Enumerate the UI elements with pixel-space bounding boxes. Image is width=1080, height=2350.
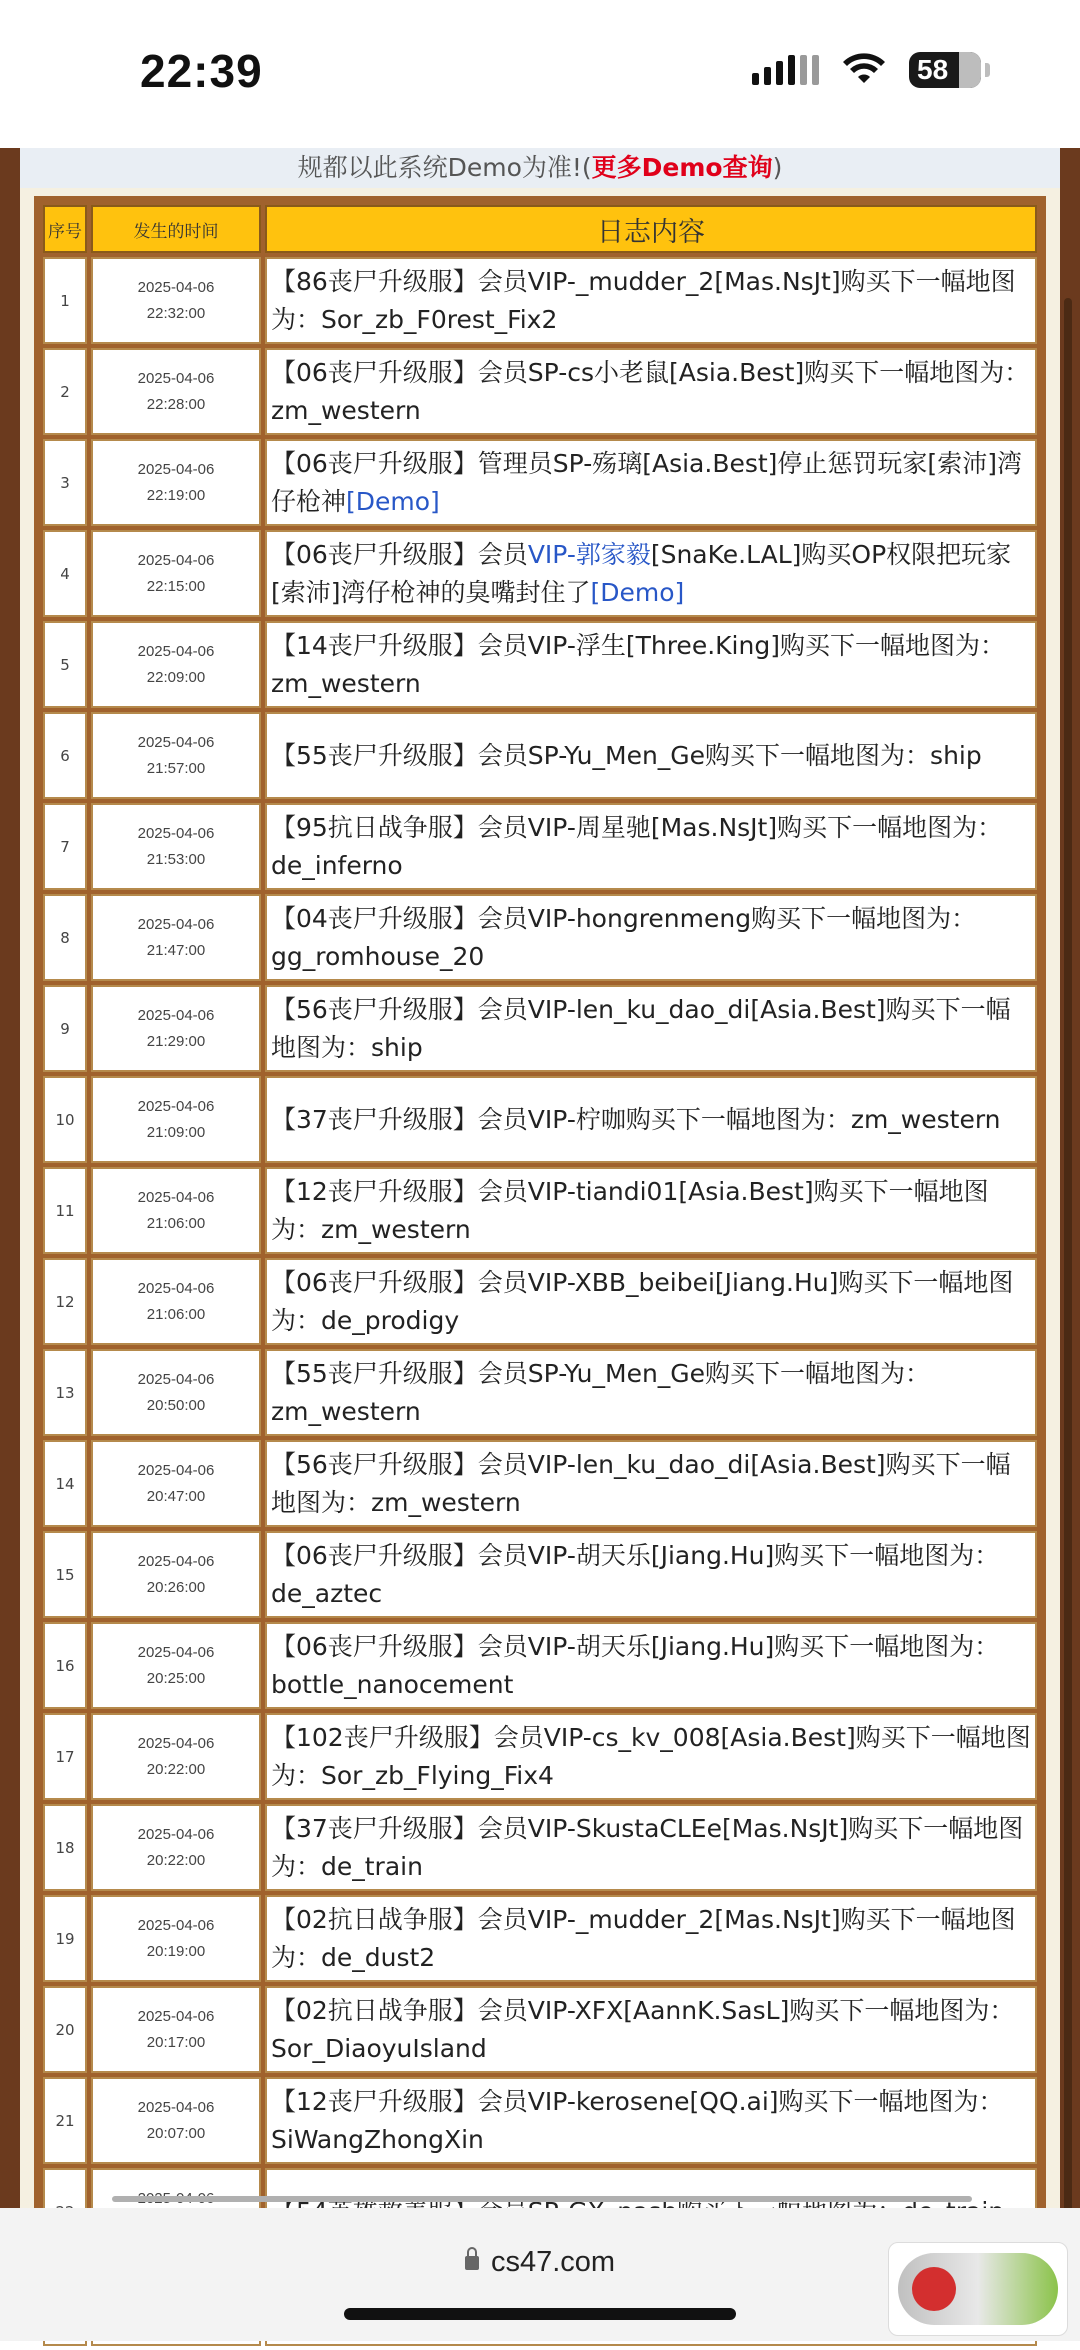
status-bar — [0, 0, 1080, 148]
row-time — [91, 348, 261, 435]
row-time — [91, 1258, 261, 1345]
row-clock: 20:07:00 — [146, 2124, 206, 2142]
row-log: 【06丧尸升级服】会员VIP-胡天乐[Jiang.Hu]购买下一幅地图为：de_aztec — [265, 1531, 1037, 1618]
row-date: 2025-04-06 — [137, 369, 215, 387]
row-seq: 12 — [43, 1258, 87, 1345]
row-clock: 22:32:00 — [146, 304, 206, 322]
row-date: 2025-04-06 — [137, 2098, 215, 2116]
table-row — [43, 348, 1037, 435]
member-highlight: VIP-郭家毅 — [527, 539, 651, 569]
row-clock: 22:28:00 — [146, 395, 206, 413]
row-seq: 9 — [43, 985, 87, 1072]
row-time — [91, 894, 261, 981]
vertical-scrollbar[interactable] — [1064, 298, 1072, 2298]
row-clock: 20:19:00 — [146, 1942, 206, 1960]
log-table — [39, 201, 1041, 2350]
table-row — [43, 1167, 1037, 1254]
row-clock: 21:06:00 — [146, 1214, 206, 1232]
row-seq: 7 — [43, 803, 87, 890]
row-log: 【02抗日战争服】会员VIP-XFX[AannK.SasL]购买下一幅地图为：Sor_DiaoyuIsland — [265, 1986, 1037, 2073]
battery-icon — [909, 52, 981, 88]
row-seq: 17 — [43, 1713, 87, 1800]
table-header-row — [43, 205, 1037, 253]
row-seq: 2 — [43, 348, 87, 435]
row-time — [91, 1622, 261, 1709]
row-date: 2025-04-06 — [137, 1006, 215, 1024]
row-date: 2025-04-06 — [137, 1461, 215, 1479]
row-log: 【37丧尸升级服】会员VIP-柠咖购买下一幅地图为：zm_western — [265, 1076, 1037, 1163]
row-log-text: 【06丧尸升级服】会员 — [271, 539, 528, 569]
row-seq: 15 — [43, 1531, 87, 1618]
table-row — [43, 1986, 1037, 2073]
page-content — [20, 148, 1060, 2208]
row-time — [91, 530, 261, 617]
row-seq: 8 — [43, 894, 87, 981]
row-clock: 20:25:00 — [146, 1669, 206, 1687]
web-page — [0, 148, 1080, 2208]
row-clock: 22:19:00 — [146, 486, 206, 504]
watermark-logo — [888, 2242, 1068, 2336]
table-row — [43, 257, 1037, 344]
status-time: 22:39 — [140, 45, 263, 97]
row-date: 2025-04-06 — [137, 1825, 215, 1843]
table-row — [43, 1076, 1037, 1163]
row-seq: 14 — [43, 1440, 87, 1527]
row-seq: 4 — [43, 530, 87, 617]
row-time — [91, 2077, 261, 2164]
row-time — [91, 1895, 261, 1982]
row-time — [91, 1440, 261, 1527]
battery-cap — [985, 63, 990, 77]
row-time — [91, 1167, 261, 1254]
row-time — [91, 1713, 261, 1800]
row-seq: 19 — [43, 1895, 87, 1982]
row-log: 【86丧尸升级服】会员VIP-_mudder_2[Mas.NsJt]购买下一幅地图为：Sor_zb_F0rest_Fix2 — [265, 257, 1037, 344]
row-date: 2025-04-06 — [137, 1734, 215, 1752]
row-log-text: [SnaKe.LAL]购买OP权限把玩家[索沛]湾仔枪神的臭嘴封住了 — [271, 539, 1012, 607]
row-time — [91, 1986, 261, 2073]
row-time — [91, 712, 261, 799]
row-time — [91, 1531, 261, 1618]
demo-link[interactable]: [Demo] — [590, 577, 685, 607]
row-seq: 5 — [43, 621, 87, 708]
table-row — [43, 1440, 1037, 1527]
row-seq: 21 — [43, 2077, 87, 2164]
table-row — [43, 1258, 1037, 1345]
row-time — [91, 1804, 261, 1891]
row-seq: 3 — [43, 439, 87, 526]
table-row — [43, 1713, 1037, 1800]
row-log-text: 【06丧尸升级服】管理员SP-殇璃[Asia.Best]停止惩罚玩家[索沛]湾仔枪神 — [271, 448, 1022, 516]
table-row — [43, 803, 1037, 890]
row-log: 【04丧尸升级服】会员VIP-hongrenmeng购买下一幅地图为：gg_romhouse_20 — [265, 894, 1037, 981]
row-date: 2025-04-06 — [137, 1916, 215, 1934]
cellular-signal-icon — [752, 55, 819, 85]
row-log: 【102丧尸升级服】会员VIP-cs_kv_008[Asia.Best]购买下一幅地图为：Sor_zb_Flying_Fix4 — [265, 1713, 1037, 1800]
row-date: 2025-04-06 — [137, 460, 215, 478]
table-row — [43, 1622, 1037, 1709]
row-clock: 21:29:00 — [146, 1032, 206, 1050]
row-date: 2025-04-06 — [137, 824, 215, 842]
row-date: 2025-04-06 — [137, 642, 215, 660]
table-row — [43, 1349, 1037, 1436]
row-clock: 20:22:00 — [146, 1760, 206, 1778]
row-clock: 20:22:00 — [146, 1851, 206, 1869]
row-clock: 21:06:00 — [146, 1305, 206, 1323]
row-log: 【56丧尸升级服】会员VIP-len_ku_dao_di[Asia.Best]购买下一幅地图为：ship — [265, 985, 1037, 1072]
row-date: 2025-04-06 — [137, 1188, 215, 1206]
row-date: 2025-04-06 — [137, 551, 215, 569]
row-date: 2025-04-06 — [137, 2007, 215, 2025]
table-row — [43, 2077, 1037, 2164]
table-row — [43, 985, 1037, 1072]
row-clock: 21:57:00 — [146, 759, 206, 777]
watermark-badge-icon — [898, 2253, 1058, 2325]
row-clock: 20:50:00 — [146, 1396, 206, 1414]
row-seq: 11 — [43, 1167, 87, 1254]
row-date: 2025-04-06 — [137, 1552, 215, 1570]
row-log: 【56丧尸升级服】会员VIP-len_ku_dao_di[Asia.Best]购买下一幅地图为：zm_western — [265, 1440, 1037, 1527]
row-log: 【06丧尸升级服】会员VIP-XBB_beibei[Jiang.Hu]购买下一幅地图为：de_prodigy — [265, 1258, 1037, 1345]
row-date: 2025-04-06 — [137, 1279, 215, 1297]
row-time — [91, 1349, 261, 1436]
row-time — [91, 1076, 261, 1163]
table-row — [43, 621, 1037, 708]
url-text: cs47.com — [490, 2246, 616, 2278]
row-clock: 20:26:00 — [146, 1578, 206, 1596]
row-time — [91, 621, 261, 708]
row-clock: 20:17:00 — [146, 2033, 206, 2051]
table-row — [43, 1804, 1037, 1891]
demo-link[interactable]: [Demo] — [346, 486, 440, 516]
row-log: 【06丧尸升级服】会员SP-cs小老鼠[Asia.Best]购买下一幅地图为：zm_western — [265, 348, 1037, 435]
row-log: 【55丧尸升级服】会员SP-Yu_Men_Ge购买下一幅地图为：ship — [265, 712, 1037, 799]
row-log: 【12丧尸升级服】会员VIP-tiandi01[Asia.Best]购买下一幅地图为：zm_western — [265, 1167, 1037, 1254]
row-seq: 18 — [43, 1804, 87, 1891]
row-log: 【95抗日战争服】会员VIP-周星驰[Mas.NsJt]购买下一幅地图为：de_inferno — [265, 803, 1037, 890]
row-seq: 6 — [43, 712, 87, 799]
log-table-container — [34, 196, 1046, 2296]
row-clock: 21:09:00 — [146, 1123, 206, 1141]
row-time — [91, 257, 261, 344]
row-log: 【12丧尸升级服】会员VIP-kerosene[QQ.ai]购买下一幅地图为：SiWangZhongXin — [265, 2077, 1037, 2164]
table-row — [43, 894, 1037, 981]
row-date: 2025-04-06 — [137, 1097, 215, 1115]
row-clock: 21:53:00 — [146, 850, 206, 868]
row-date: 2025-04-06 — [137, 915, 215, 933]
row-seq: 1 — [43, 257, 87, 344]
table-row — [43, 1531, 1037, 1618]
row-seq: 20 — [43, 1986, 87, 2073]
more-demo-link[interactable]: 更多Demo查询 — [591, 153, 773, 182]
header-seq: 序号 — [43, 205, 87, 253]
row-log: 【55丧尸升级服】会员SP-Yu_Men_Ge购买下一幅地图为：zm_western — [265, 1349, 1037, 1436]
table-row — [43, 1895, 1037, 1982]
row-log: 【06丧尸升级服】会员VIP-胡天乐[Jiang.Hu]购买下一幅地图为：bottle_nanocement — [265, 1622, 1037, 1709]
home-indicator[interactable] — [344, 2308, 736, 2320]
row-log: 【37丧尸升级服】会员VIP-SkustaCLEe[Mas.NsJt]购买下一幅地图为：de_train — [265, 1804, 1037, 1891]
row-date: 2025-04-06 — [137, 733, 215, 751]
notice-text: 规都以此系统Demo为准!( — [297, 153, 592, 182]
horizontal-scrollbar[interactable] — [112, 2196, 972, 2202]
battery-level: 58 — [917, 54, 949, 85]
status-icons — [752, 52, 990, 88]
row-log — [265, 530, 1037, 617]
row-log — [265, 439, 1037, 526]
row-date: 2025-04-06 — [137, 278, 215, 296]
lock-icon — [465, 2256, 479, 2270]
row-time — [91, 439, 261, 526]
row-time — [91, 803, 261, 890]
row-time — [91, 985, 261, 1072]
row-seq: 10 — [43, 1076, 87, 1163]
table-row — [43, 530, 1037, 617]
header-time: 发生的时间 — [91, 205, 261, 253]
row-date: 2025-04-06 — [137, 1643, 215, 1661]
row-clock: 21:47:00 — [146, 941, 206, 959]
table-row — [43, 439, 1037, 526]
row-log: 【14丧尸升级服】会员VIP-浮生[Three.King]购买下一幅地图为：zm_western — [265, 621, 1037, 708]
table-row — [43, 712, 1037, 799]
row-date: 2025-04-06 — [137, 1370, 215, 1388]
row-clock: 22:09:00 — [146, 668, 206, 686]
notice-suffix: ) — [772, 153, 783, 182]
header-log: 日志内容 — [265, 205, 1037, 253]
row-clock: 22:15:00 — [146, 577, 206, 595]
wifi-icon — [841, 53, 887, 87]
row-seq: 16 — [43, 1622, 87, 1709]
row-seq: 13 — [43, 1349, 87, 1436]
demo-notice — [20, 148, 1060, 188]
row-clock: 20:47:00 — [146, 1487, 206, 1505]
row-log: 【02抗日战争服】会员VIP-_mudder_2[Mas.NsJt]购买下一幅地图为：de_dust2 — [265, 1895, 1037, 1982]
